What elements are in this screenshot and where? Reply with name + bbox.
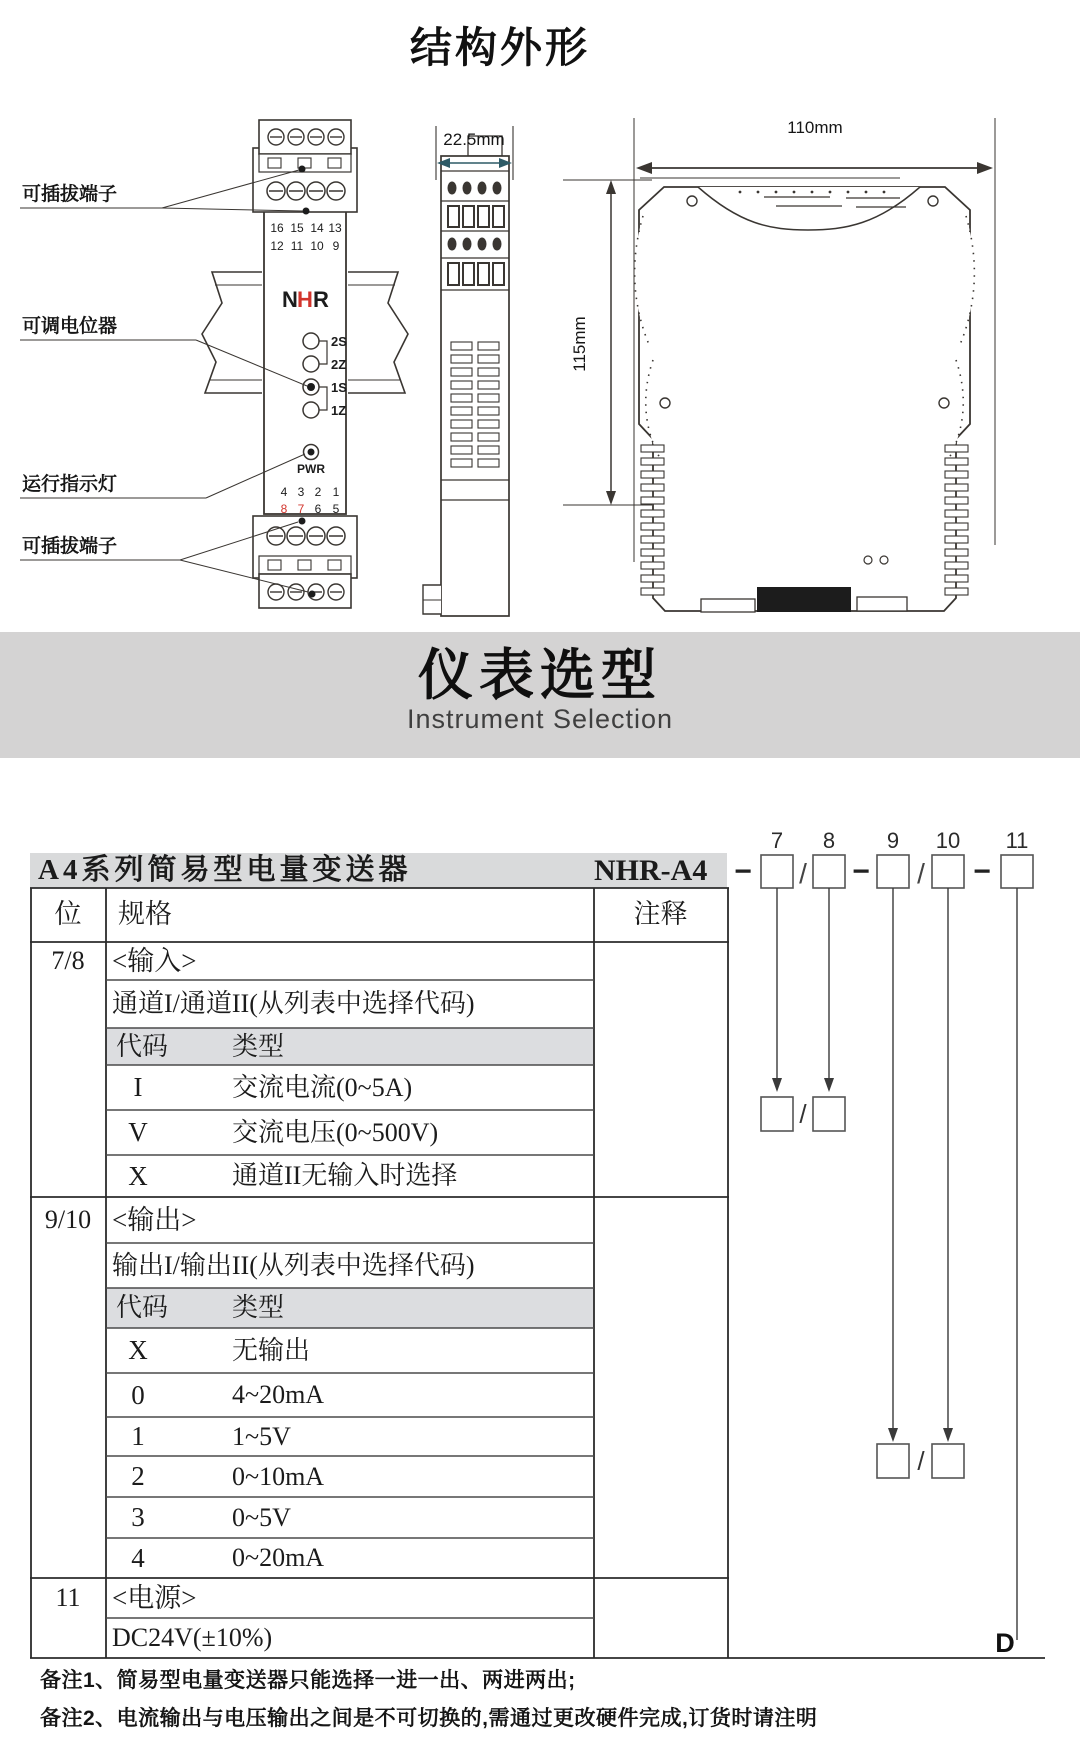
dim-height: 115mm — [570, 316, 589, 372]
section-subtitle: 输出I/输出II(从列表中选择代码) — [112, 1251, 475, 1280]
pair-slash: / — [799, 1099, 807, 1129]
type-col-label: 类型 — [232, 1032, 285, 1061]
model-dash: − — [734, 855, 752, 888]
option-code: X — [128, 1335, 148, 1365]
terminal-number: 16 — [270, 221, 284, 235]
terminal-number: 13 — [328, 221, 342, 235]
output-pair-box-2 — [932, 1444, 964, 1478]
option-code: 4 — [131, 1543, 145, 1573]
terminal-number: 4 — [280, 485, 288, 499]
top-view-outline — [639, 187, 970, 611]
footnote-1: 备注1、简易型电量变送器只能选择一进一出、两进两出; — [40, 1669, 576, 1692]
dim-top-width: 110mm — [787, 118, 843, 137]
banner-title: 仪表选型 — [417, 644, 662, 706]
top-view-drawing — [563, 118, 995, 612]
output-pair-box-1 — [877, 1444, 909, 1478]
callout-run-indicator: 运行指示灯 — [22, 474, 118, 495]
terminal-number: 11 — [290, 239, 304, 253]
position-number-11: 11 — [1005, 828, 1029, 853]
option-type: 0~5V — [232, 1503, 291, 1532]
pair-slash: / — [917, 1446, 925, 1476]
code-header-band-output — [106, 1288, 594, 1328]
dim-side-width: 22.5mm — [443, 130, 505, 149]
model-dash: − — [973, 855, 991, 888]
input-pair-box-2 — [813, 1097, 845, 1131]
col-header-spec: 规格 — [118, 899, 172, 929]
terminal-number: 1 — [332, 485, 340, 499]
top-width-dimension — [636, 162, 993, 174]
option-type: 4~20mA — [232, 1380, 325, 1409]
terminal-number-red: 7 — [297, 502, 305, 516]
terminal-number: 5 — [332, 502, 340, 516]
option-type: 1~5V — [232, 1422, 291, 1451]
terminal-number: 6 — [314, 502, 322, 516]
terminal-number: 2 — [314, 485, 322, 499]
arrowheads — [772, 1078, 953, 1442]
terminal-number: 9 — [332, 239, 340, 253]
option-code: 2 — [131, 1461, 145, 1491]
option-type: 无输出 — [232, 1336, 311, 1365]
terminal-number: 14 — [310, 221, 324, 235]
side-view-drawing — [423, 126, 513, 616]
option-code: 1 — [131, 1421, 145, 1451]
type-col-label: 类型 — [232, 1293, 285, 1322]
pot-label-2z: 2Z — [331, 357, 347, 372]
terminal-number: 12 — [270, 239, 284, 253]
option-code: 3 — [131, 1502, 145, 1532]
terminal-number-red: 8 — [280, 502, 288, 516]
code-header-band-input — [106, 1028, 594, 1065]
bottom-terminal-block — [253, 516, 357, 608]
model-code-box-7 — [761, 855, 793, 888]
top-terminal-block — [253, 120, 357, 215]
terminal-number: 3 — [297, 485, 305, 499]
option-type: 0~10mA — [232, 1462, 325, 1491]
position-number-9: 9 — [886, 828, 900, 853]
banner-subtitle: Instrument Selection — [406, 704, 674, 734]
option-type: 交流电压(0~500V) — [232, 1118, 439, 1147]
section-title: <输入> — [112, 946, 197, 976]
option-code: X — [128, 1161, 148, 1191]
logo-letter-h: H — [297, 287, 313, 312]
logo-letter-r: R — [313, 287, 329, 312]
callout-pluggable-terminal-top: 可插拔端子 — [22, 184, 118, 205]
footnote-2: 备注2、电流输出与电压输出之间是不可切换的,需通过更改硬件完成,订货时请注明 — [40, 1707, 818, 1730]
pot-label-2s: 2S — [331, 334, 347, 349]
section-subtitle: 通道I/通道II(从列表中选择代码) — [112, 989, 475, 1018]
model-slash: / — [799, 858, 807, 889]
section-title: <电源> — [112, 1583, 197, 1613]
position-cell: 11 — [55, 1583, 81, 1612]
nhr-logo — [282, 287, 329, 312]
din-clip — [757, 587, 851, 612]
model-prefix: NHR-A4 — [594, 854, 708, 887]
section-subtitle: DC24V(±10%) — [112, 1623, 273, 1652]
option-code: V — [128, 1117, 148, 1147]
section-banner — [0, 632, 1080, 758]
pot-label-1z: 1Z — [331, 403, 347, 418]
power-code-d: D — [995, 1628, 1015, 1658]
callout-pluggable-terminal-bottom: 可插拔端子 — [22, 536, 118, 557]
option-type: 0~20mA — [232, 1543, 325, 1572]
col-header-note: 注释 — [633, 899, 688, 929]
code-col-label: 代码 — [116, 1293, 169, 1322]
terminal-number: 10 — [310, 239, 324, 253]
input-pair-box-1 — [761, 1097, 793, 1131]
structure-drawing — [0, 0, 1080, 632]
structure-title: 结构外形 — [409, 24, 591, 71]
code-col-label: 代码 — [116, 1032, 169, 1061]
model-code-box-11 — [1001, 855, 1033, 888]
model-dash: − — [852, 855, 870, 888]
pot-label-1s: 1S — [331, 380, 347, 395]
model-code-box-10 — [932, 855, 964, 888]
terminal-number: 15 — [290, 221, 304, 235]
option-code: I — [133, 1072, 143, 1102]
position-cell: 7/8 — [51, 946, 85, 975]
model-code-box-8 — [813, 855, 845, 888]
position-cell: 9/10 — [44, 1205, 92, 1234]
position-number-7: 7 — [770, 828, 784, 853]
section-title: <输出> — [112, 1205, 197, 1235]
product-name: A4系列简易型电量变送器 — [38, 854, 412, 886]
position-number-8: 8 — [822, 828, 836, 853]
option-type: 交流电流(0~5A) — [232, 1073, 413, 1102]
callout-adjustable-potentiometer: 可调电位器 — [22, 316, 118, 337]
model-slash: / — [917, 858, 925, 889]
pwr-label: PWR — [297, 462, 325, 476]
logo-letter-n: N — [282, 287, 298, 312]
position-number-10: 10 — [935, 828, 961, 853]
option-type: 通道II无输入时选择 — [232, 1161, 458, 1190]
col-header-position: 位 — [54, 899, 82, 929]
option-code: 0 — [131, 1380, 145, 1410]
model-code-box-9 — [877, 855, 909, 888]
